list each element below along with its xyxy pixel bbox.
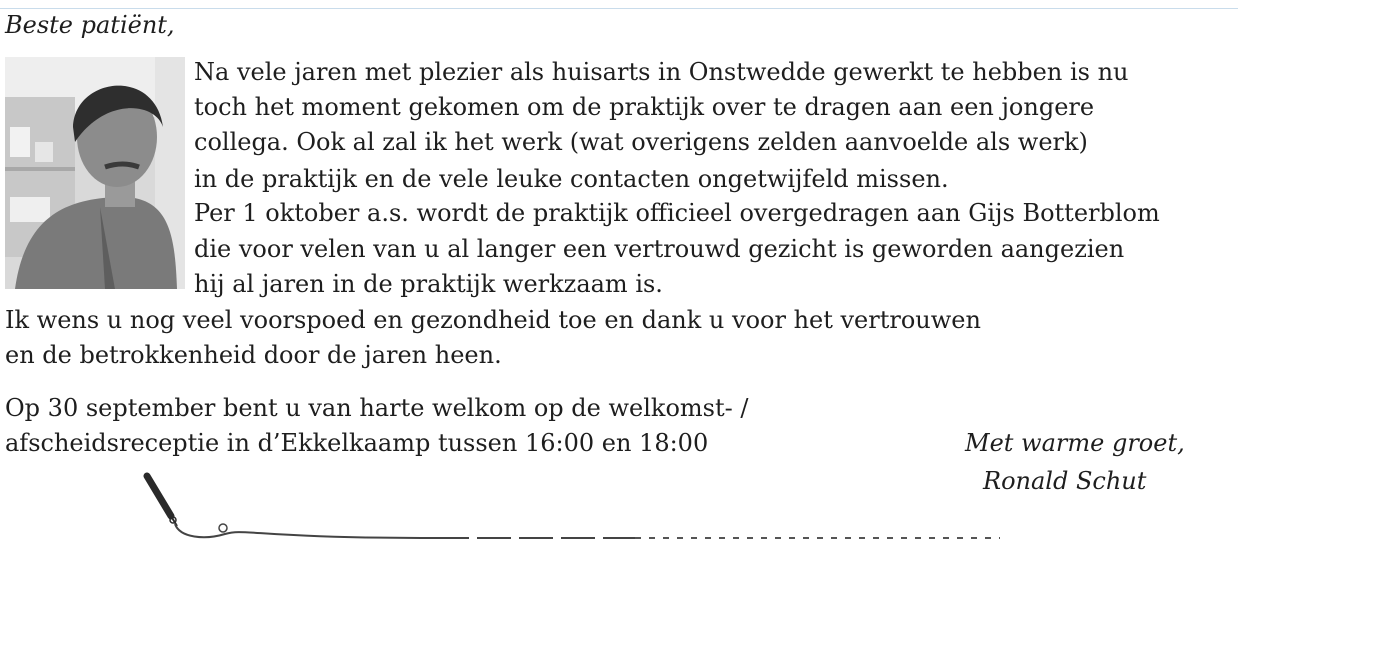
signature-name: Ronald Schut [983,467,1147,495]
letter-line: Per 1 oktober a.s. wordt de praktijk officieel overgedragen aan Gijs Botterblom [194,199,1160,227]
letter-line: hij al jaren in de praktijk werkzaam is. [194,270,663,298]
letter-line: die voor velen van u al langer een vertrouwd gezicht is geworden aangezien [194,235,1125,263]
top-divider [0,8,1238,9]
letter-line: toch het moment gekomen om de praktijk over te dragen aan een jongere [194,93,1095,121]
letter-line: Ik wens u nog veel voorspoed en gezondheid toe en dank u voor het vertrouwen [5,306,981,334]
letter-line: collega. Ook al zal ik het werk (wat overigens zelden aanvoelde als werk) [194,128,1088,156]
invite-line: afscheidsreceptie in d’Ekkelkaamp tussen 16:00 en 18:00 [5,429,709,457]
salutation: Beste patiënt, [5,11,175,39]
letter-line: Na vele jaren met plezier als huisarts in Onstwedde gewerkt te hebben is nu [194,58,1129,86]
letter-line: in de praktijk en de vele leuke contacten ongetwijfeld missen. [194,165,949,193]
closing-greeting: Met warme groet, [965,429,1185,457]
pen-line-illustration [135,468,1015,558]
letter-line: en de betrokkenheid door de jaren heen. [5,341,502,369]
invite-line: Op 30 september bent u van harte welkom op de welkomst- / [5,394,749,422]
portrait-photo [5,57,185,289]
